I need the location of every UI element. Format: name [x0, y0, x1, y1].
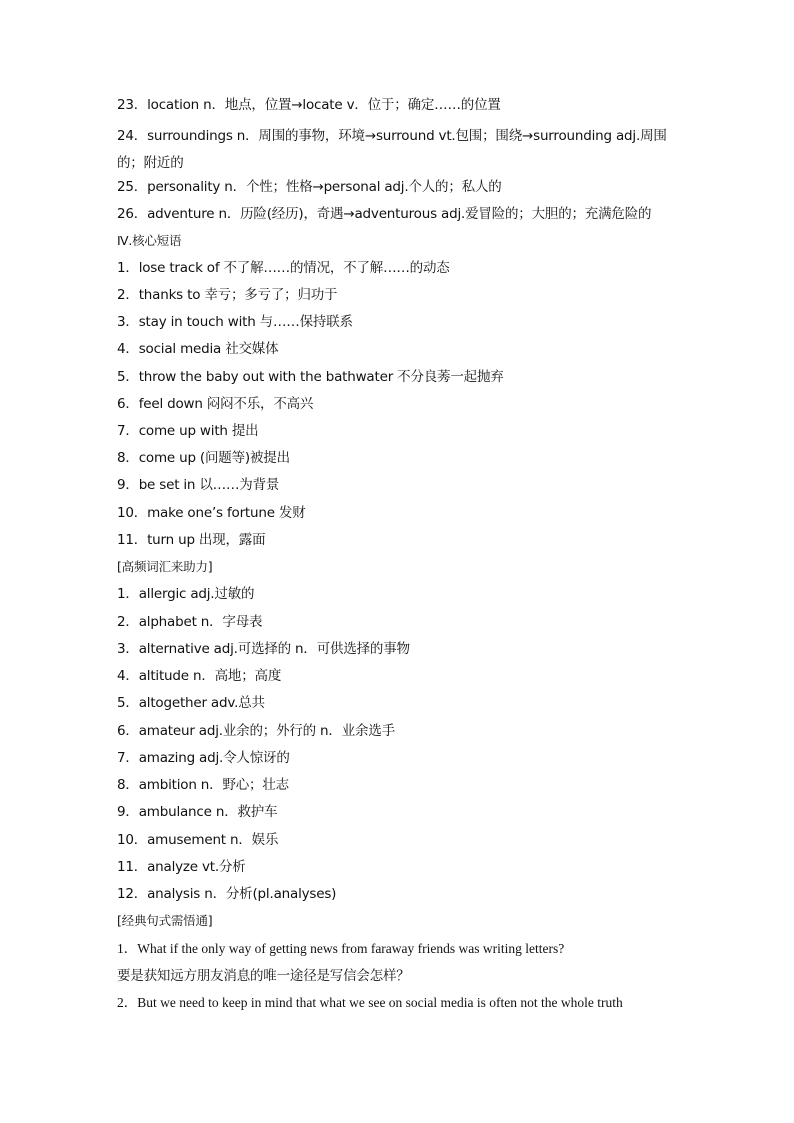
phrase-item-5: 5．throw the baby out with the bathwater 不分良莠一起抛弃: [117, 369, 504, 385]
phrase-item-6: 6．feel down 闷闷不乐，不高兴: [117, 396, 314, 412]
sentence-1-english: 1．What if the only way of getting news from faraway friends was writing letters?: [117, 941, 565, 956]
hf-vocab-item-3: 3．alternative adj.可选择的 n．可供选择的事物: [117, 641, 410, 657]
phrase-item-11: 11．turn up 出现，露面: [117, 532, 266, 548]
hf-vocab-item-12: 12．analysis n．分析(pl.analyses): [117, 886, 337, 902]
hf-vocab-item-11: 11．analyze vt.分析: [117, 859, 246, 875]
section-heading-high-frequency-vocab: [高频词汇来助力]: [117, 559, 213, 574]
phrase-item-10: 10．make one’s fortune 发财: [117, 505, 306, 521]
section-heading-core-phrases: Ⅳ.核心短语: [117, 233, 182, 248]
hf-vocab-item-2: 2．alphabet n．字母表: [117, 614, 263, 630]
hf-vocab-item-10: 10．amusement n．娱乐: [117, 832, 279, 848]
phrase-item-8: 8．come up (问题等)被提出: [117, 450, 290, 466]
sentence-2-english: 2．But we need to keep in mind that what we see on social media is often not the whole truth: [117, 995, 623, 1010]
phrase-item-2: 2．thanks to 幸亏；多亏了；归功于: [117, 287, 338, 303]
phrase-item-1: 1．lose track of 不了解……的情况，不了解……的动态: [117, 260, 450, 276]
sentence-1-translation: 要是获知远方朋友消息的唯一途径是写信会怎样？: [117, 968, 410, 984]
phrase-item-4: 4．social media 社交媒体: [117, 341, 279, 357]
section-heading-classic-sentences: [经典句式需悟通]: [117, 913, 213, 928]
vocab-item-24: 24．surroundings n．周围的事物，环境→surround vt.包围；围绕→surrounding adj.周围的；附近的: [117, 128, 667, 171]
hf-vocab-item-8: 8．ambition n．野心；壮志: [117, 777, 289, 793]
hf-vocab-item-5: 5．altogether adv.总共: [117, 695, 265, 711]
hf-vocab-item-9: 9．ambulance n．救护车: [117, 804, 278, 820]
hf-vocab-item-4: 4．altitude n．高地；高度: [117, 668, 282, 684]
vocab-item-25: 25．personality n．个性；性格→personal adj.个人的；私人的: [117, 179, 502, 195]
hf-vocab-item-1: 1．allergic adj.过敏的: [117, 586, 255, 602]
phrase-item-9: 9．be set in 以……为背景: [117, 477, 280, 493]
vocab-item-26: 26．adventure n．历险(经历)，奇遇→adventurous adj.爱冒险的；大胆的；充满危险的: [117, 206, 652, 222]
hf-vocab-item-7: 7．amazing adj.令人惊讶的: [117, 750, 290, 766]
phrase-item-3: 3．stay in touch with 与……保持联系: [117, 314, 353, 330]
phrase-item-7: 7．come up with 提出: [117, 423, 259, 439]
hf-vocab-item-6: 6．amateur adj.业余的；外行的 n．业余选手: [117, 723, 395, 739]
vocab-item-23: 23．location n．地点，位置→locate v．位于；确定……的位置: [117, 97, 501, 113]
